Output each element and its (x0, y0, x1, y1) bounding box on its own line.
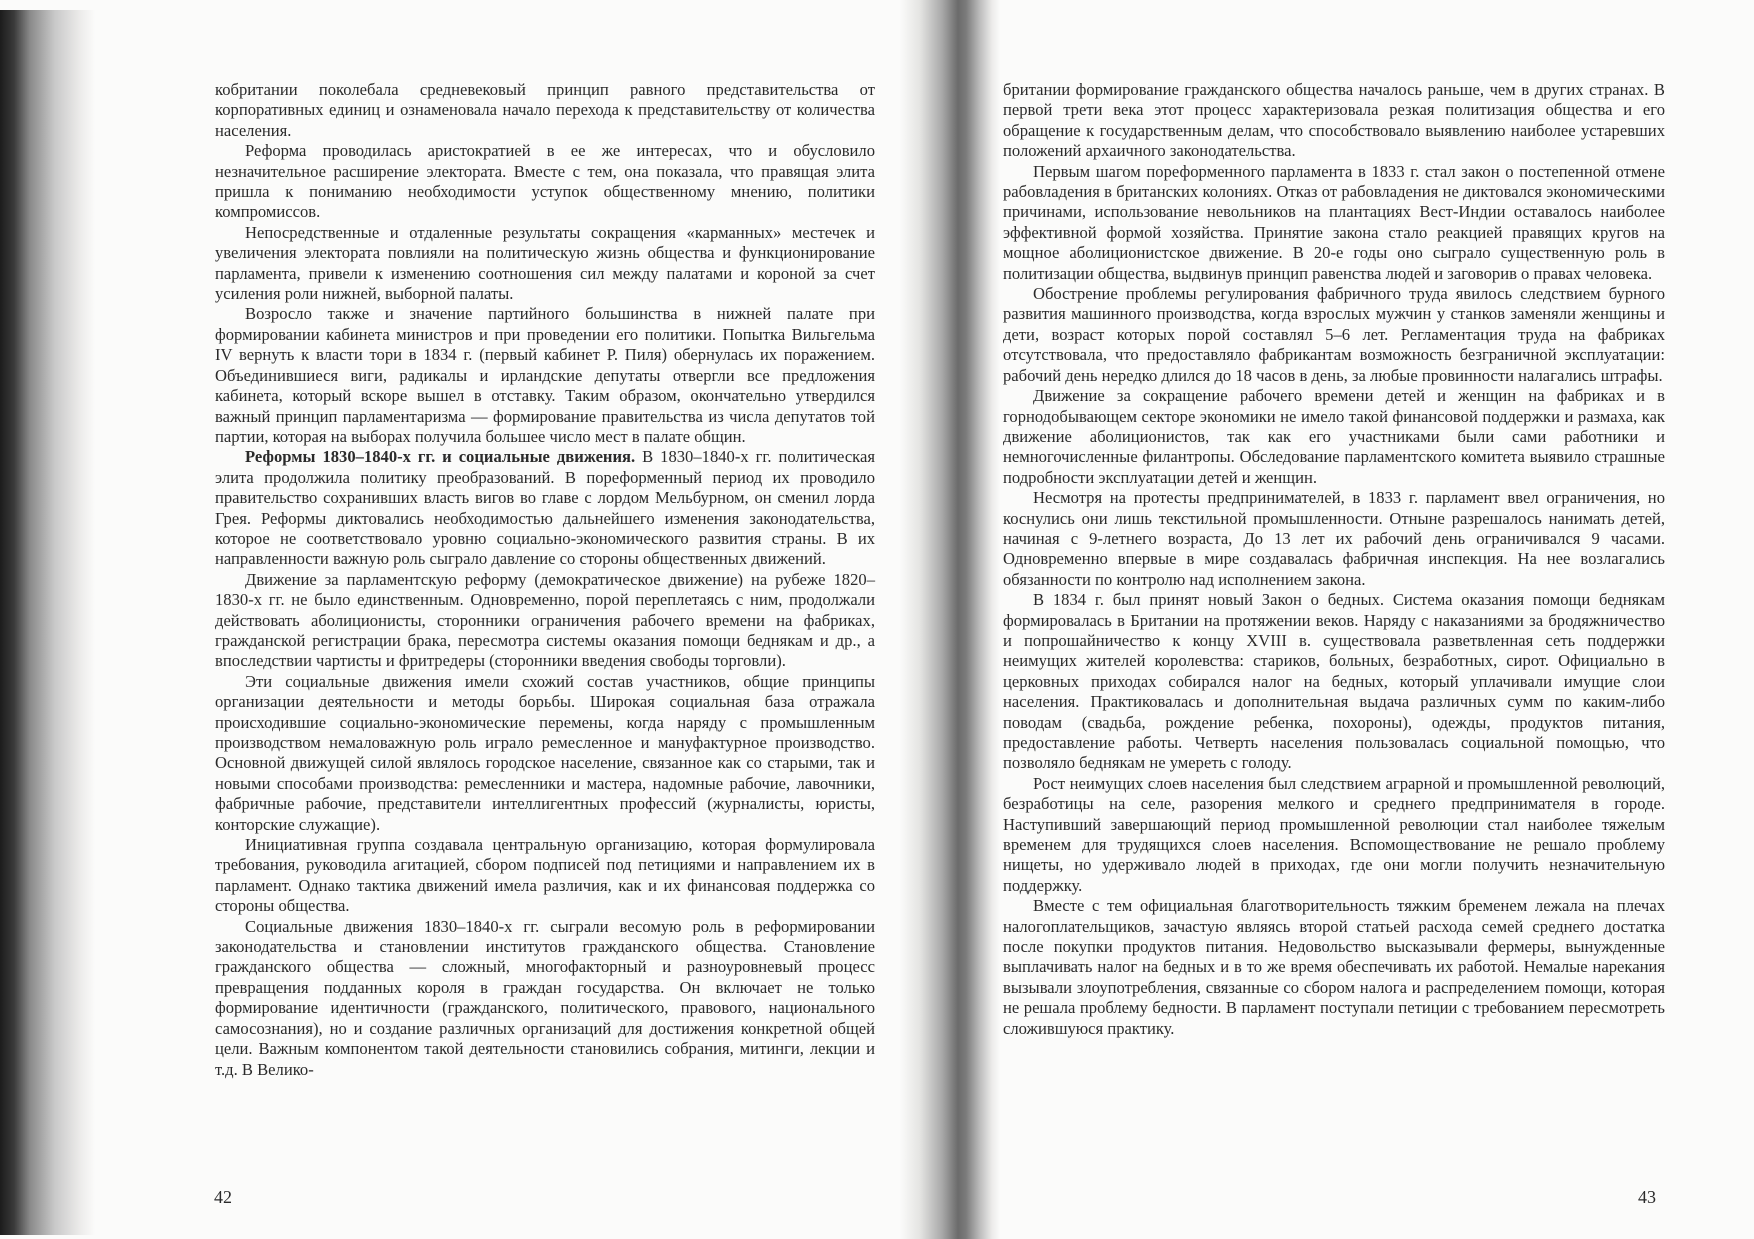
section-heading: Реформы 1830–1840-х гг. и социальные движения. (245, 447, 636, 467)
right-paragraph: Рост неимущих слоев населения был следствием аграрной и промышленной революций, безработицы на селе, разорения мелкого и среднего предпринимателя в городе. Наступивший завершающий период промышленной революции стал наиболее тяжелым временем для трудящихся слоев населения. Вспомоществование не решало проблему нищеты, но удерживало людей в приходах, где они могли получить незначительную поддержку. (1003, 773, 1665, 895)
right-paragraph: британии формирование гражданского общества началось раньше, чем в других странах. В первой трети века этот процесс характеризовала резкая политизация общества и его обращение к государственным делам, что способствовало выявлению наиболее устаревших положений архаичного законодательства. (1003, 80, 1665, 161)
left-page-binding-shadow (0, 10, 95, 1235)
left-paragraph: Инициативная группа создавала центральную организацию, которая формулировала требования, руководила агитацией, сбором подписей под петициями и направлением их в парламент. Однако тактика движений имела различия, как и их финансовая поддержка со стороны общества. (215, 835, 875, 916)
left-paragraph: кобритании поколебала средневековый принцип равного представительства от корпоративных единиц и ознаменовала начало перехода к представительству от количества населения. (215, 80, 875, 140)
right-paragraph: Вместе с тем официальная благотворительность тяжким бременем лежала на плечах налогоплательщиков, зачастую являясь второй статьей расхода семей среднего достатка после покупки продуктов питания. Недовольство высказывали фермеры, вынужденные выплачивать налог на бедных и в то же время обеспечивать их работой. Немалые нарекания вызывали злоупотребления, связанные со сбором налога и распределением помощи, которая не решала проблему бедности. В парламент поступали петиции с требованием пересмотреть сложившуюся практику. (1003, 896, 1665, 1038)
right-paragraph: Первым шагом пореформенного парламента в 1833 г. стал закон о постепенной отмене рабовладения в британских колониях. Отказ от рабовладения не диктовался экономическими причинами, использование невольников на плантациях Вест-Индии оставалось наиболее эффективной формой хозяйства. Принятие закона стало реакцией правящих кругов на мощное аболиционистское движение. В 20-е годы оно сыграло существенную роль в политизации общества, выдвинув принцип равенства людей и заговорив о правах человека. (1003, 161, 1665, 283)
left-paragraph: Социальные движения 1830–1840-х гг. сыграли весомую роль в реформировании законодательства и становлении институтов гражданского общества. Становление гражданского общества — сложный, многофакторный и разноуровневый процесс превращения подданных короля в граждан государства. Он включает не только формирование идентичности (гражданского, политического, правового, национального самосознания), но и создание различных организаций для достижения конкретной общей цели. Важным компонентом такой деятельности становились собрания, митинги, лекции и т.д. В Велико- (215, 916, 875, 1079)
right-paragraph: В 1834 г. был принят новый Закон о бедных. Система оказания помощи беднякам формировалась в Британии на протяжении веков. Наряду с наказаниями за бродяжничество и попрошайничество к концу XVIII в. существовала разветвленная сеть поддержки неимущих жителей королевства: стариков, больных, безработных, сирот. Официально в церковных приходах собирался налог на бедных, который уплачивали имущие слои населения. Практиковалась и дополнительная выдача различных сумм по каким-либо поводам (свадьба, рождение ребенка, похороны), одежды, продуктов питания, предоставление работы. Четверть населения пользовалась социальной помощью, что позволяло беднякам не умереть с голоду. (1003, 590, 1665, 773)
section-body: В 1830–1840-х гг. политическая элита продолжила политику преобразований. В пореформенный период их проводило правительство сохранивших власть вигов во главе с лордом Мельбурном, он сменил лорда Грея. Реформы диктовались необходимостью дальнейшего изменения законодательства, которое не соответствовало уровню социально-экономического развития страны. В их направленности важную роль сыграло давление со стороны общественных движений. (215, 447, 875, 569)
right-paragraph: Несмотря на протесты предпринимателей, в 1833 г. парламент ввел ограничения, но коснулись они лишь текстильной промышленности. Отныне разрешалось нанимать детей, начиная с 9-летнего возраста, До 13 лет их рабочий день ограничивался 9 часами. Одновременно впервые в мире создавалась фабричная инспекция. На нее возлагались обязанности по контролю над исполнением закона. (1003, 488, 1665, 589)
left-paragraph: Движение за парламентскую реформу (демократическое движение) на рубеже 1820–1830-х гг. не было единственным. Одновременно, порой переплетаясь с ним, продолжали действовать аболиционисты, сторонники ограничения рабочего времени на фабриках, гражданской регистрации брака, пересмотра системы оказания помощи беднякам и др., а впоследствии чартисты и фритредеры (сторонники введения свободы торговли). (215, 569, 875, 671)
right-page-text (1003, 80, 1665, 1039)
page-number-right: 43 (1638, 1187, 1656, 1207)
left-paragraph: Непосредственные и отдаленные результаты сокращения «карманных» местечек и увеличения электората повлияли на политическую жизнь общества и функционирование парламента, привели к изменению соотношения сил между палатами и короной за счет усиления роли нижней, выборной палаты. (215, 222, 875, 304)
right-paragraph: Движение за сокращение рабочего времени детей и женщин на фабриках и в горнодобывающем секторе экономики не имело такой финансовой поддержки и размаха, как движение аболиционистов, так как его участниками были сами работники и немногочисленные филантропы. Обследование парламентского комитета выявило страшные подробности эксплуатации детей и женщин. (1003, 386, 1665, 487)
left-paragraph: Эти социальные движения имели схожий состав участников, общие принципы организации деятельности и методы борьбы. Широкая социальная база отражала происходившие социально-экономические перемены, когда наряду с промышленным производством немаловажную роль играло ремесленное и мануфактурное производство. Основной движущей силой являлось городское население, связанное как со старыми, так и новыми способами производства: ремесленники и мастера, надомные рабочие, лавочники, фабричные рабочие, представители интеллигентных профессий (журналисты, юристы, конторские служащие). (215, 671, 875, 834)
left-page-text (215, 80, 875, 1080)
left-paragraph: Реформа проводилась аристократией в ее же интересах, что и обусловило незначительное расширение электората. Вместе с тем, она показала, что правящая элита пришла к пониманию необходимости уступок общественному мнению, политики компромиссов. (215, 141, 875, 222)
page-number-left: 42 (214, 1187, 232, 1207)
book-gutter-shadow (900, 0, 1000, 1239)
right-paragraph: Обострение проблемы регулирования фабричного труда явилось следствием бурного развития машинного производства, когда взрослых мужчин у станков заменяли женщины и дети, возраст которых порой составлял 5–6 лет. Регламентация труда на фабриках отсутствовала, что предоставляло фабрикантам возможность безграничной эксплуатации: рабочий день нередко длился до 18 часов в день, за любые провинности налагались штрафы. (1003, 284, 1665, 385)
left-paragraph: Возросло также и значение партийного большинства в нижней палате при формировании кабинета министров и при проведении его политики. Попытка Вильгельма IV вернуть к власти тори в 1834 г. (первый кабинет Р. Пиля) обернулась их поражением. Объединившиеся виги, радикалы и ирландские депутаты отвергли все предложения кабинета, который вскоре вышел в отставку. Таким образом, окончательно утвердился важный принцип парламентаризма — формирование правительства из числа депутатов той партии, которая на выборах получила большее число мест в палате общин. (215, 304, 875, 446)
left-paragraph-with-heading (215, 447, 875, 569)
